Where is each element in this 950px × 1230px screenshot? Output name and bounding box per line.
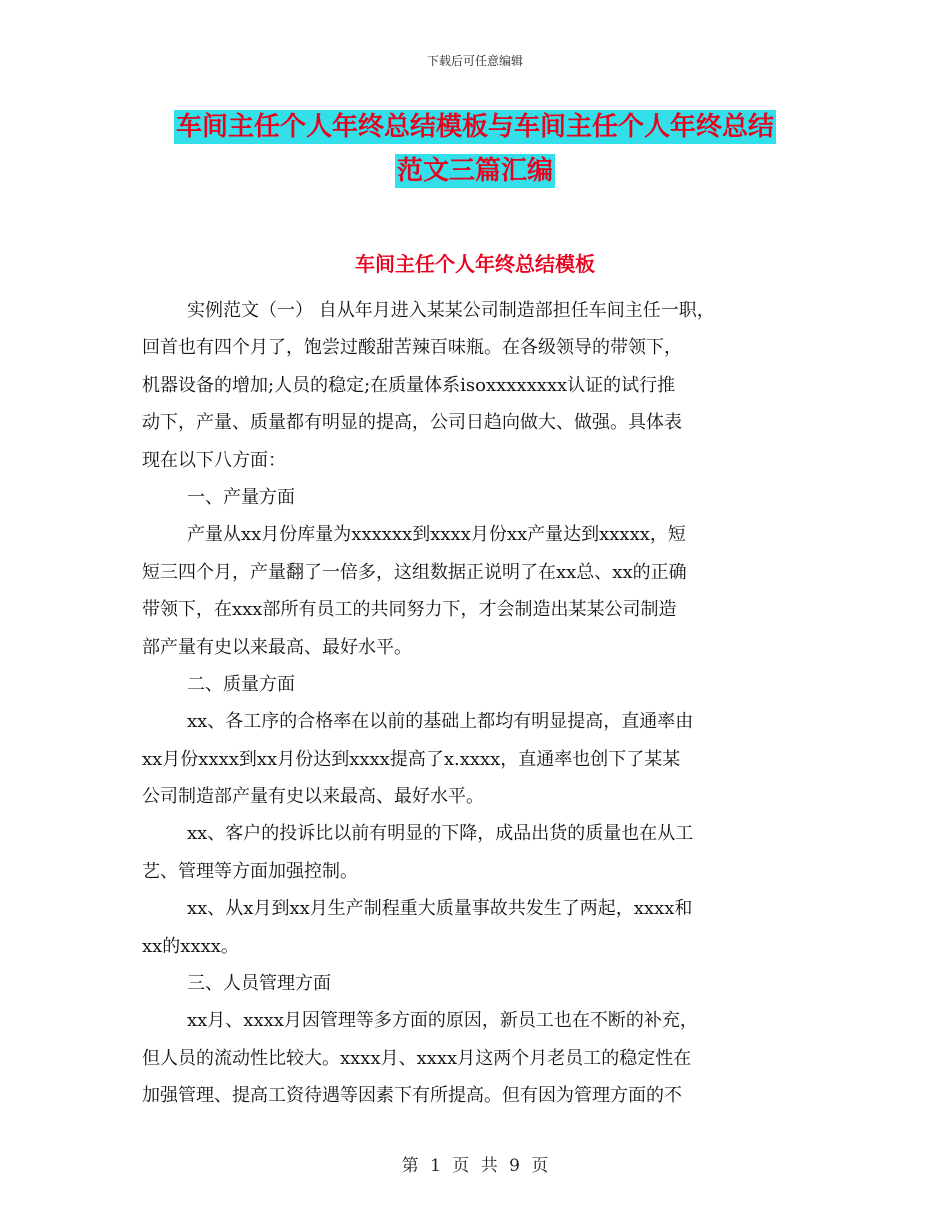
paragraph-line: 动下，产量、质量都有明显的提高，公司日趋向做大、做强。具体表 — [142, 412, 682, 434]
paragraph-line: xx、从x月到xx月生产制程重大质量事故共发生了两起，xxxx和 — [187, 898, 693, 920]
paragraph-line: xx、各工序的合格率在以前的基础上都均有明显提高，直通率由 — [187, 711, 694, 733]
subsection-heading: 一、产量方面 — [187, 486, 295, 508]
paragraph-line: xx的xxxx。 — [142, 935, 239, 957]
paragraph-line: 现在以下八方面： — [142, 449, 286, 471]
paragraph-line: 实例范文（一） 自从年月进入某某公司制造部担任车间主任一职， — [187, 300, 715, 321]
paragraph-line: 带领下，在xxx部所有员工的共同努力下，才会制造出某某公司制造 — [142, 599, 677, 621]
subsection-heading: 二、质量方面 — [187, 673, 295, 695]
section-heading: 车间主任个人年终总结模板 — [355, 252, 595, 276]
document-body — [142, 292, 814, 1115]
paragraph-line: xx月份xxxx到xx月份达到xxxx提高了x.xxxx，直通率也创下了某某 — [142, 748, 681, 770]
paragraph-line: xx、客户的投诉比以前有明显的下降，成品出货的质量也在从工 — [187, 823, 694, 845]
paragraph-line: 机器设备的增加;人员的稳定;在质量体系isoxxxxxxxx认证的试行推 — [142, 374, 676, 396]
paragraph-line: 部产量有史以来最高、最好水平。 — [142, 636, 412, 658]
title-line-1: 车间主任个人年终总结模板与车间主任个人年终总结 — [175, 112, 774, 142]
subsection-heading: 三、人员管理方面 — [187, 973, 331, 995]
paragraph-line: 加强管理、提高工资待遇等因素下有所提高。但有因为管理方面的不 — [142, 1085, 682, 1107]
paragraph-line: 短三四个月，产量翻了一倍多，这组数据正说明了在xx总、xx的正确 — [142, 561, 687, 583]
page-header-note: 下载后可任意编辑 — [426, 54, 523, 68]
title-line-2: 范文三篇汇编 — [396, 156, 553, 186]
paragraph-line: 公司制造部产量有史以来最高、最好水平。 — [142, 786, 484, 808]
paragraph-line: xx月、xxxx月因管理等多方面的原因，新员工也在不断的补充， — [187, 1010, 698, 1032]
paragraph-line: 回首也有四个月了，饱尝过酸甜苦辣百味瓶。在各级领导的带领下， — [142, 337, 682, 359]
paragraph-line: 艺、管理等方面加强控制。 — [142, 860, 358, 882]
paragraph-line: 产量从xx月份库量为xxxxxx到xxxx月份xx产量达到xxxxx，短 — [187, 524, 686, 546]
document-title — [0, 110, 950, 188]
paragraph-line: 但人员的流动性比较大。xxxx月、xxxx月这两个月老员工的稳定性在 — [142, 1047, 692, 1069]
page-footer-page-number: 第 1 页 共 9 页 — [401, 1156, 549, 1176]
